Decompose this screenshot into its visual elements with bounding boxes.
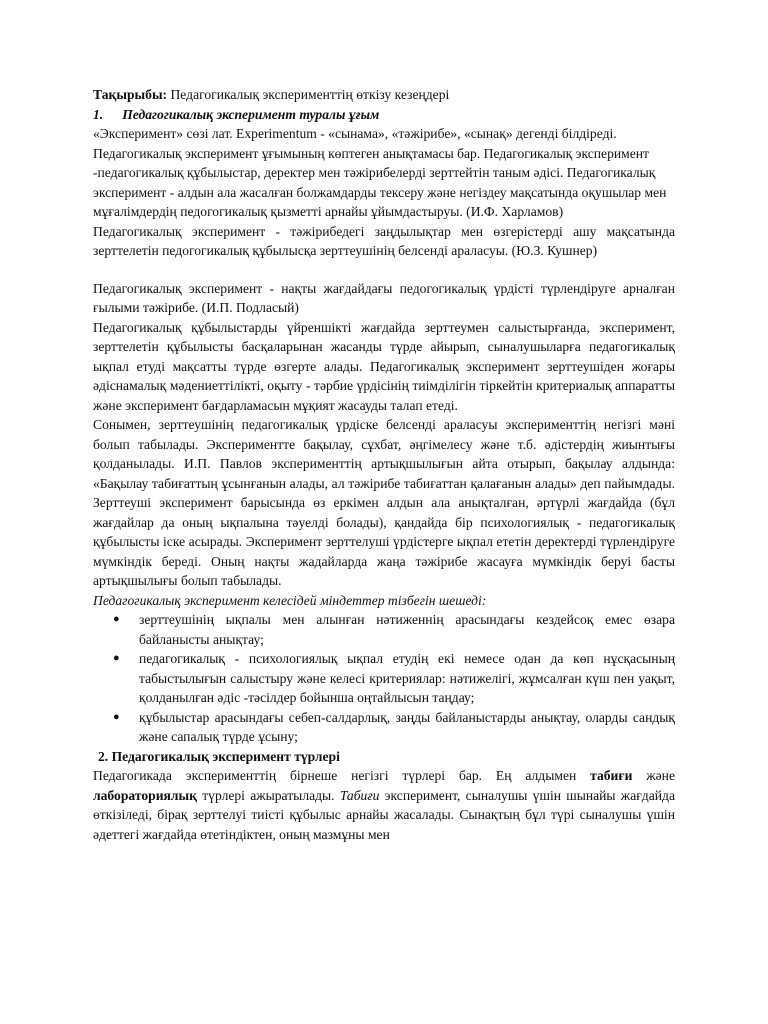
- paragraph-2: Педагогикалық эксперимент - тәжірибедегі заңдылықтар мен өзгерістерді ашу мақсатында зерттелетін педогогикалық құбылысқа зерттеушінің белсенді араласуы. (Ю.З. Кушнер): [93, 223, 675, 258]
- topic-label: Тақырыбы:: [93, 87, 168, 102]
- p6-bold-laboratory: лабораториялық: [93, 787, 197, 803]
- p6-text-g: эксперимент, сыналушы үшін шынайы жағдайда өткізіледі, бірақ зерттелуі тиісті құбылыс арнайы жасалады. Сынақтың бұл түрі сыналушы үшін әдеттегі жағдайда өтетіндіктен, оның мазмұны мен: [93, 787, 675, 842]
- paragraph-4: Педагогикалық құбылыстарды үйреншікті жағдайда зерттеумен салыстырғанда, эксперимент, зерттелетін құбылысты басқаларынан жасанды түрде айырып, сыналушыларға педагогикалық ықпал етуді мақсатты түрде өзгерте алады. Педагогикалық эксперимент зерттеушіден жоғары әдіснамалық мәдениеттілікті, оқыту - тәрбие үрдісінің тиімділігін тіркейтін критериалық аппаратты және эксперимент бағдарламасын мұқият жасауды талап етеді.: [93, 319, 675, 413]
- list-item: ● педагогикалық - психологиялық ықпал етудің екі немесе одан да көп нұсқасының табыстылығын салыстыру және келесі критериялар: нәтижелігі, жұмсалған күш пен уақыт, қолданылған әдіс -тәсілдер бойынша оңтайлысын таңдау;: [93, 649, 675, 708]
- tasks-intro: Педагогикалық эксперимент келесідей міндеттер тізбегін шешеді:: [93, 592, 487, 608]
- tasks-list: [93, 610, 675, 747]
- section1-heading: [93, 105, 675, 125]
- paragraph-gap: [93, 261, 675, 279]
- document-page: [93, 85, 675, 844]
- paragraph-5: Сонымен, зерттеушінің педагогикалық үрдіске белсенді араласуы эксперименттің негізгі мәні болып табылады. Экспериментте бақылау, сұхбат, әңгімелесу және т.б. әдістердің жиынтығы қолданылады. И.П. Павлов эксперименттің артықшылығын айта отырып, бақылау алдында: «Бақылау табиғаттың ұсынғанын алады, ал тәжірибе табиғаттан қалағанын алады» деп пайымдады. Зерттеуші эксперимент барысында өз еркімен алдын ала анықталған, әртүрлі жағдайда (бұл жағдайлар да оның ықпалына тәуелді болады), қандайда бір психологиялық - педагогикалық құбылысты іске асырады. Эксперимент зерттелуші үрдістерге ықпал ететін деректерді түрлендіруге мүмкіндік береді. Оның нақты жадайларда жаңа тәжірибе жасауға мүмкіндік беруі басты артықшылығы болып табылады.: [93, 417, 675, 588]
- topic-text: Педагогикалық эксперименттің өткізу кезеңдері: [167, 87, 450, 102]
- p6-text-e: түрлері ажыратылады.: [196, 787, 340, 803]
- topic-line: [93, 85, 675, 105]
- section1-number: 1.: [93, 106, 104, 122]
- list-item: ● зерттеушінің ықпалы мен алынған нәтиженнің арасындағы кездейсоқ емес өзара байланысты анықтау;: [93, 610, 675, 649]
- p6-bold-natural: табиғи: [590, 768, 633, 783]
- list-item: ● құбылыстар арасындағы себеп-салдарлық, заңды байланыстарды анықтау, оларды сандық және сапалық түрде ұсыну;: [93, 708, 675, 747]
- p6-italic-natural: Табиғи: [339, 787, 380, 803]
- section2-heading: 2. Педагогикалық эксперимент түрлері: [98, 748, 340, 764]
- p6-text-a: Педагогикада эксперименттің бірнеше негізгі түрлері бар. Ең алдымен: [93, 768, 591, 783]
- section1-title: Педагогикалық эксперимент туралы ұғым: [122, 106, 380, 122]
- paragraph-6: [93, 766, 675, 844]
- p6-text-c: және: [632, 768, 675, 783]
- paragraph-1: «Эксперимент» сөзі лат. Experimentum - «сынама», «тәжірибе», «сынақ» дегенді білдіреді. Педагогикалық эксперимент ұғымының көптеген анықтамасы бар. Педагогикалық эксперимент -педагогикалық құбылыстар, деректер мен тәжірибелерді зерттейтін таным әдісі. Педагогикалық эксперимент - алдын ала жасалған болжамдарды тексеру және негіздеу мақсатында оқушылар мен мұғалімдердің педогогикалық қызметті арнайы ұйымдастыруы. (И.Ф. Харламов): [93, 126, 667, 219]
- paragraph-3: Педагогикалық эксперимент - нақты жағдайдағы педогогикалық үрдісті түрлендіруге арналған ғылыми тәжірибе. (И.П. Подласый): [93, 280, 675, 315]
